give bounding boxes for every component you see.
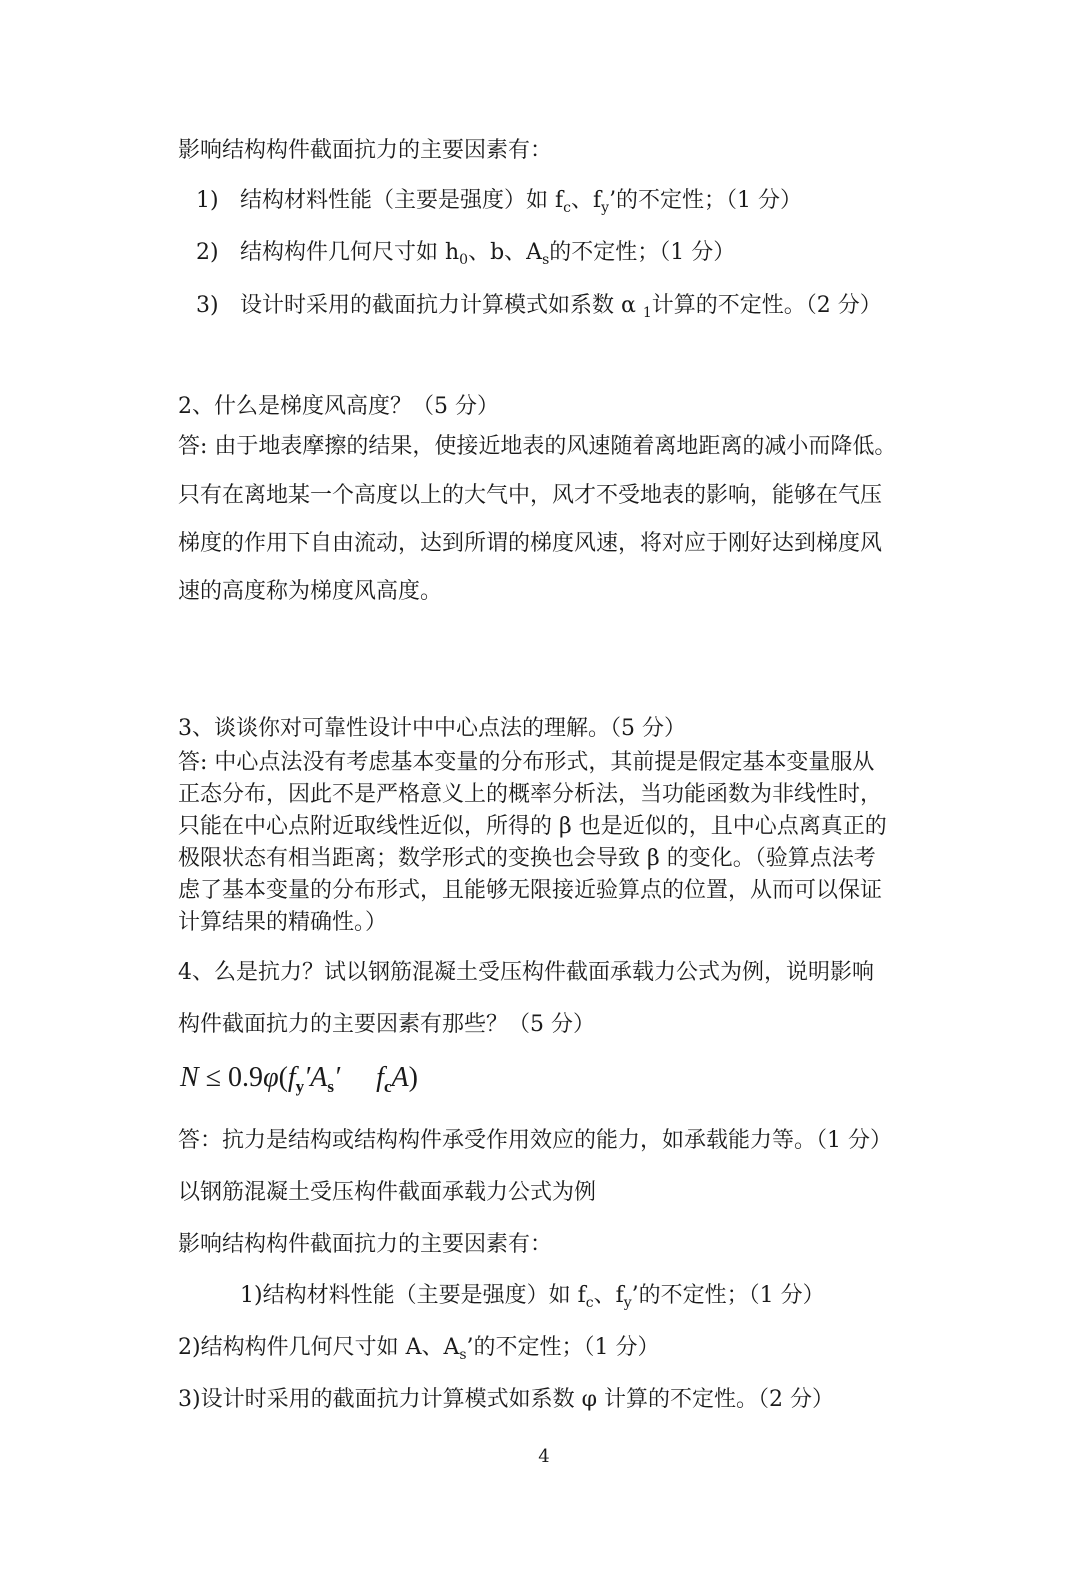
answer-3-line: 计算结果的精确性。）	[178, 910, 388, 935]
answer-4-line: 影响结构构件截面抗力的主要因素有：	[178, 1232, 553, 1257]
answer-2-line: 速的高度称为梯度风高度。	[178, 579, 443, 604]
factor-item-2: 2) 结构构件几何尺寸如 $h_0$、b、$A_s$的不定性；（1 分）	[196, 240, 736, 268]
answer-4-line: 以钢筋混凝土受压构件截面承载力公式为例	[178, 1180, 597, 1205]
answer-4-factor-1: 1)结构材料性能（主要是强度）如 $f_c$、$f_y$’的不定性；（1 分）	[240, 1283, 825, 1311]
factor-number: 3)	[196, 293, 219, 318]
question-4-title-cont: 构件截面抗力的主要因素有那些？（5 分）	[178, 1012, 595, 1037]
answer-4-factor-3: 3)设计时采用的截面抗力计算模式如系数 φ 计算的不定性。（2 分）	[178, 1387, 834, 1412]
answer-2-line: 只有在离地某一个高度以上的大气中，风才不受地表的影响，能够在气压	[178, 483, 883, 508]
answer-2-line: 答: 由于地表摩擦的结果，使接近地表的风速随着离地距离的减小而降低。	[178, 434, 897, 459]
answer-2-line: 梯度的作用下自由流动，达到所谓的梯度风速，将对应于刚好达到梯度风	[178, 531, 883, 556]
answer-3-line: 答: 中心点法没有考虑基本变量的分布形式，其前提是假定基本变量服从	[178, 750, 875, 775]
question-2-title: 2、什么是梯度风高度？（5 分）	[178, 394, 499, 419]
factor-item-3: 3) 设计时采用的截面抗力计算模式如系数 α $_1$计算的不定性。（2 分）	[196, 293, 882, 321]
page-number: 4	[538, 1446, 550, 1467]
answer-4-line: 答：抗力是结构或结构构件承受作用效应的能力，如承载能力等。（1 分）	[178, 1128, 892, 1153]
answer-3-line: 只能在中心点附近取线性近似，所得的 β 也是近似的，且中心点离真正的	[178, 814, 887, 839]
factor-number: 2)	[196, 240, 219, 265]
question-3-title: 3、谈谈你对可靠性设计中中心点法的理解。（5 分）	[178, 716, 686, 741]
answer-3-line: 虑了基本变量的分布形式，且能够无限接近验算点的位置，从而可以保证	[178, 878, 883, 903]
answer-3-line: 极限状态有相当距离；数学形式的变换也会导致 β 的变化。（验算点法考	[178, 846, 876, 871]
question-4-title: 4、么是抗力？试以钢筋混凝土受压构件截面承载力公式为例，说明影响	[178, 960, 874, 985]
capacity-formula: $N \le 0.9\varphi(f_y'A_s'$ $f_cA$)	[180, 1062, 418, 1096]
answer-4-factor-2: 2)结构构件几何尺寸如 A、$A_s$’的不定性；（1 分）	[178, 1335, 660, 1363]
factor-item-1: 1) 结构材料性能（主要是强度）如 $f_c$、$f_y$’的不定性；（1 分）	[196, 188, 803, 216]
answer-3-line: 正态分布，因此不是严格意义上的概率分析法，当功能函数为非线性时，	[178, 782, 883, 807]
factors-intro: 影响结构构件截面抗力的主要因素有：	[178, 138, 553, 163]
factor-number: 1)	[196, 188, 219, 213]
